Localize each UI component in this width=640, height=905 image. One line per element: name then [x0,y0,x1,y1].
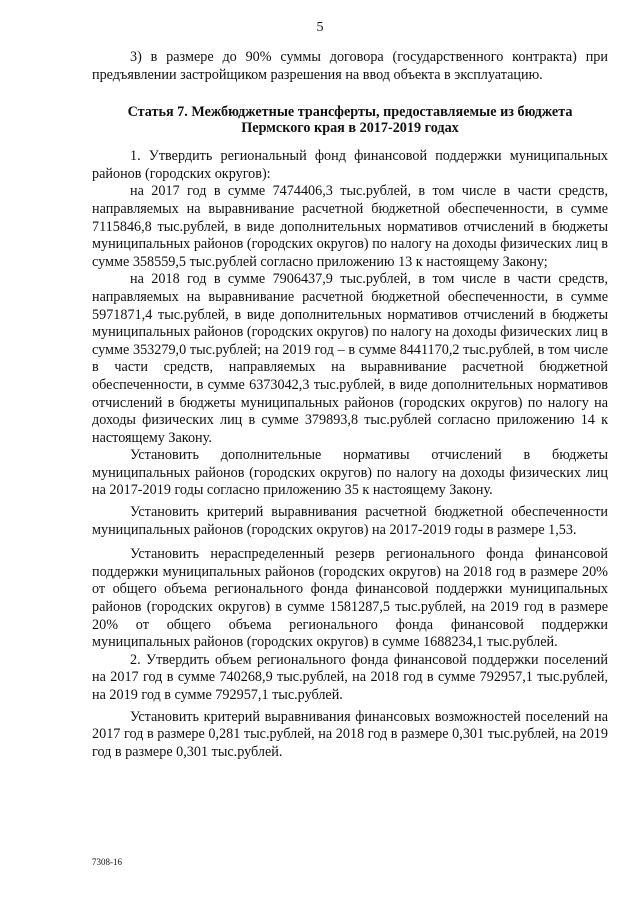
article-title: Статья 7. Межбюджетные трансферты, предоставляемые из бюджета Пермского края в 2017-2019 годах [127,104,573,137]
paragraph-settlements-criterion: Установить критерий выравнивания финансовых возможностей поселений на 2017 год в размере 0,281 тыс.рублей, на 2018 год в размере 0,301 тыс.рублей, на 2019 год в размере 0,301 тыс.рублей. [92,708,608,760]
paragraph-settlements-fund: 2. Утвердить объем регионального фонда финансовой поддержки поселений на 2017 год в сумме 740268,9 тыс.рублей, на 2018 год в сумме 792957,1 тыс.рублей, на 2019 год в сумме 792957,1 тыс.рублей. [92,651,608,703]
paragraph-additional-norms: Установить дополнительные нормативы отчислений в бюджеты муниципальных районов (городских округов) по налогу на доходы физических лиц на 2017-2019 годы согласно приложению 35 к настоящему Закону. [92,447,608,499]
paragraph-criterion: Установить критерий выравнивания расчетной бюджетной обеспеченности муниципальных районов (городских округов) на 2017-2019 годы в размере 1,53. [92,504,608,538]
paragraph-2018-2019: на 2018 год в сумме 7906437,9 тыс.рублей, в том числе в части средств, направляемых на выравнивание расчетной бюджетной обеспеченности, в сумме 5971871,4 тыс.рублей, в виде дополнительных нормативов отчислений в бюджеты муниципальных районов (городских округов) по налогу на доходы физических лиц в сумме 353279,0 тыс.рублей; на 2019 год – в сумме 8441170,2 тыс.рублей, в том числе в части средств, направляемых на выравнивание расчетной бюджетной обеспеченности, в сумме 6373042,3 тыс.рублей, в виде дополнительных нормативов отчислений в бюджеты муниципальных районов (городских округов) по налогу на доходы физических лиц в сумме 379893,8 тыс.рублей согласно приложению 14 к настоящему Закону. [92,271,608,446]
paragraph-item-3: 3) в размере до 90% суммы договора (государственного контракта) при предъявлении застройщиком разрешения на ввод объекта в эксплуатацию. [92,49,608,83]
document-code: 7308-16 [92,857,122,867]
document-body [92,49,608,761]
paragraph-reserve: Установить нераспределенный резерв регионального фонда финансовой поддержки муниципальных районов (городских округов) на 2018 год в размере 20% от общего объема регионального фонда финансовой поддержки муниципальных районов (городских округов) в сумме 1581287,5 тыс.рублей, на 2019 год в размере 20% от общего объема регионального фонда финансовой поддержки муниципальных районов (городских округов) в сумме 1688234,1 тыс.рублей. [92,546,608,651]
paragraph-2017: на 2017 год в сумме 7474406,3 тыс.рублей, в том числе в части средств, направляемых на выравнивание расчетной бюджетной обеспеченности, в сумме 7115846,8 тыс.рублей, в виде дополнительных нормативов отчислений в бюджеты муниципальных районов (городских округов) по налогу на доходы физических лиц в сумме 358559,5 тыс.рублей согласно приложению 13 к настоящему Закону; [92,183,608,270]
paragraph-fund-approval: 1. Утвердить региональный фонд финансовой поддержки муниципальных районов (городских округов): [92,148,608,182]
page-number: 5 [316,20,324,35]
